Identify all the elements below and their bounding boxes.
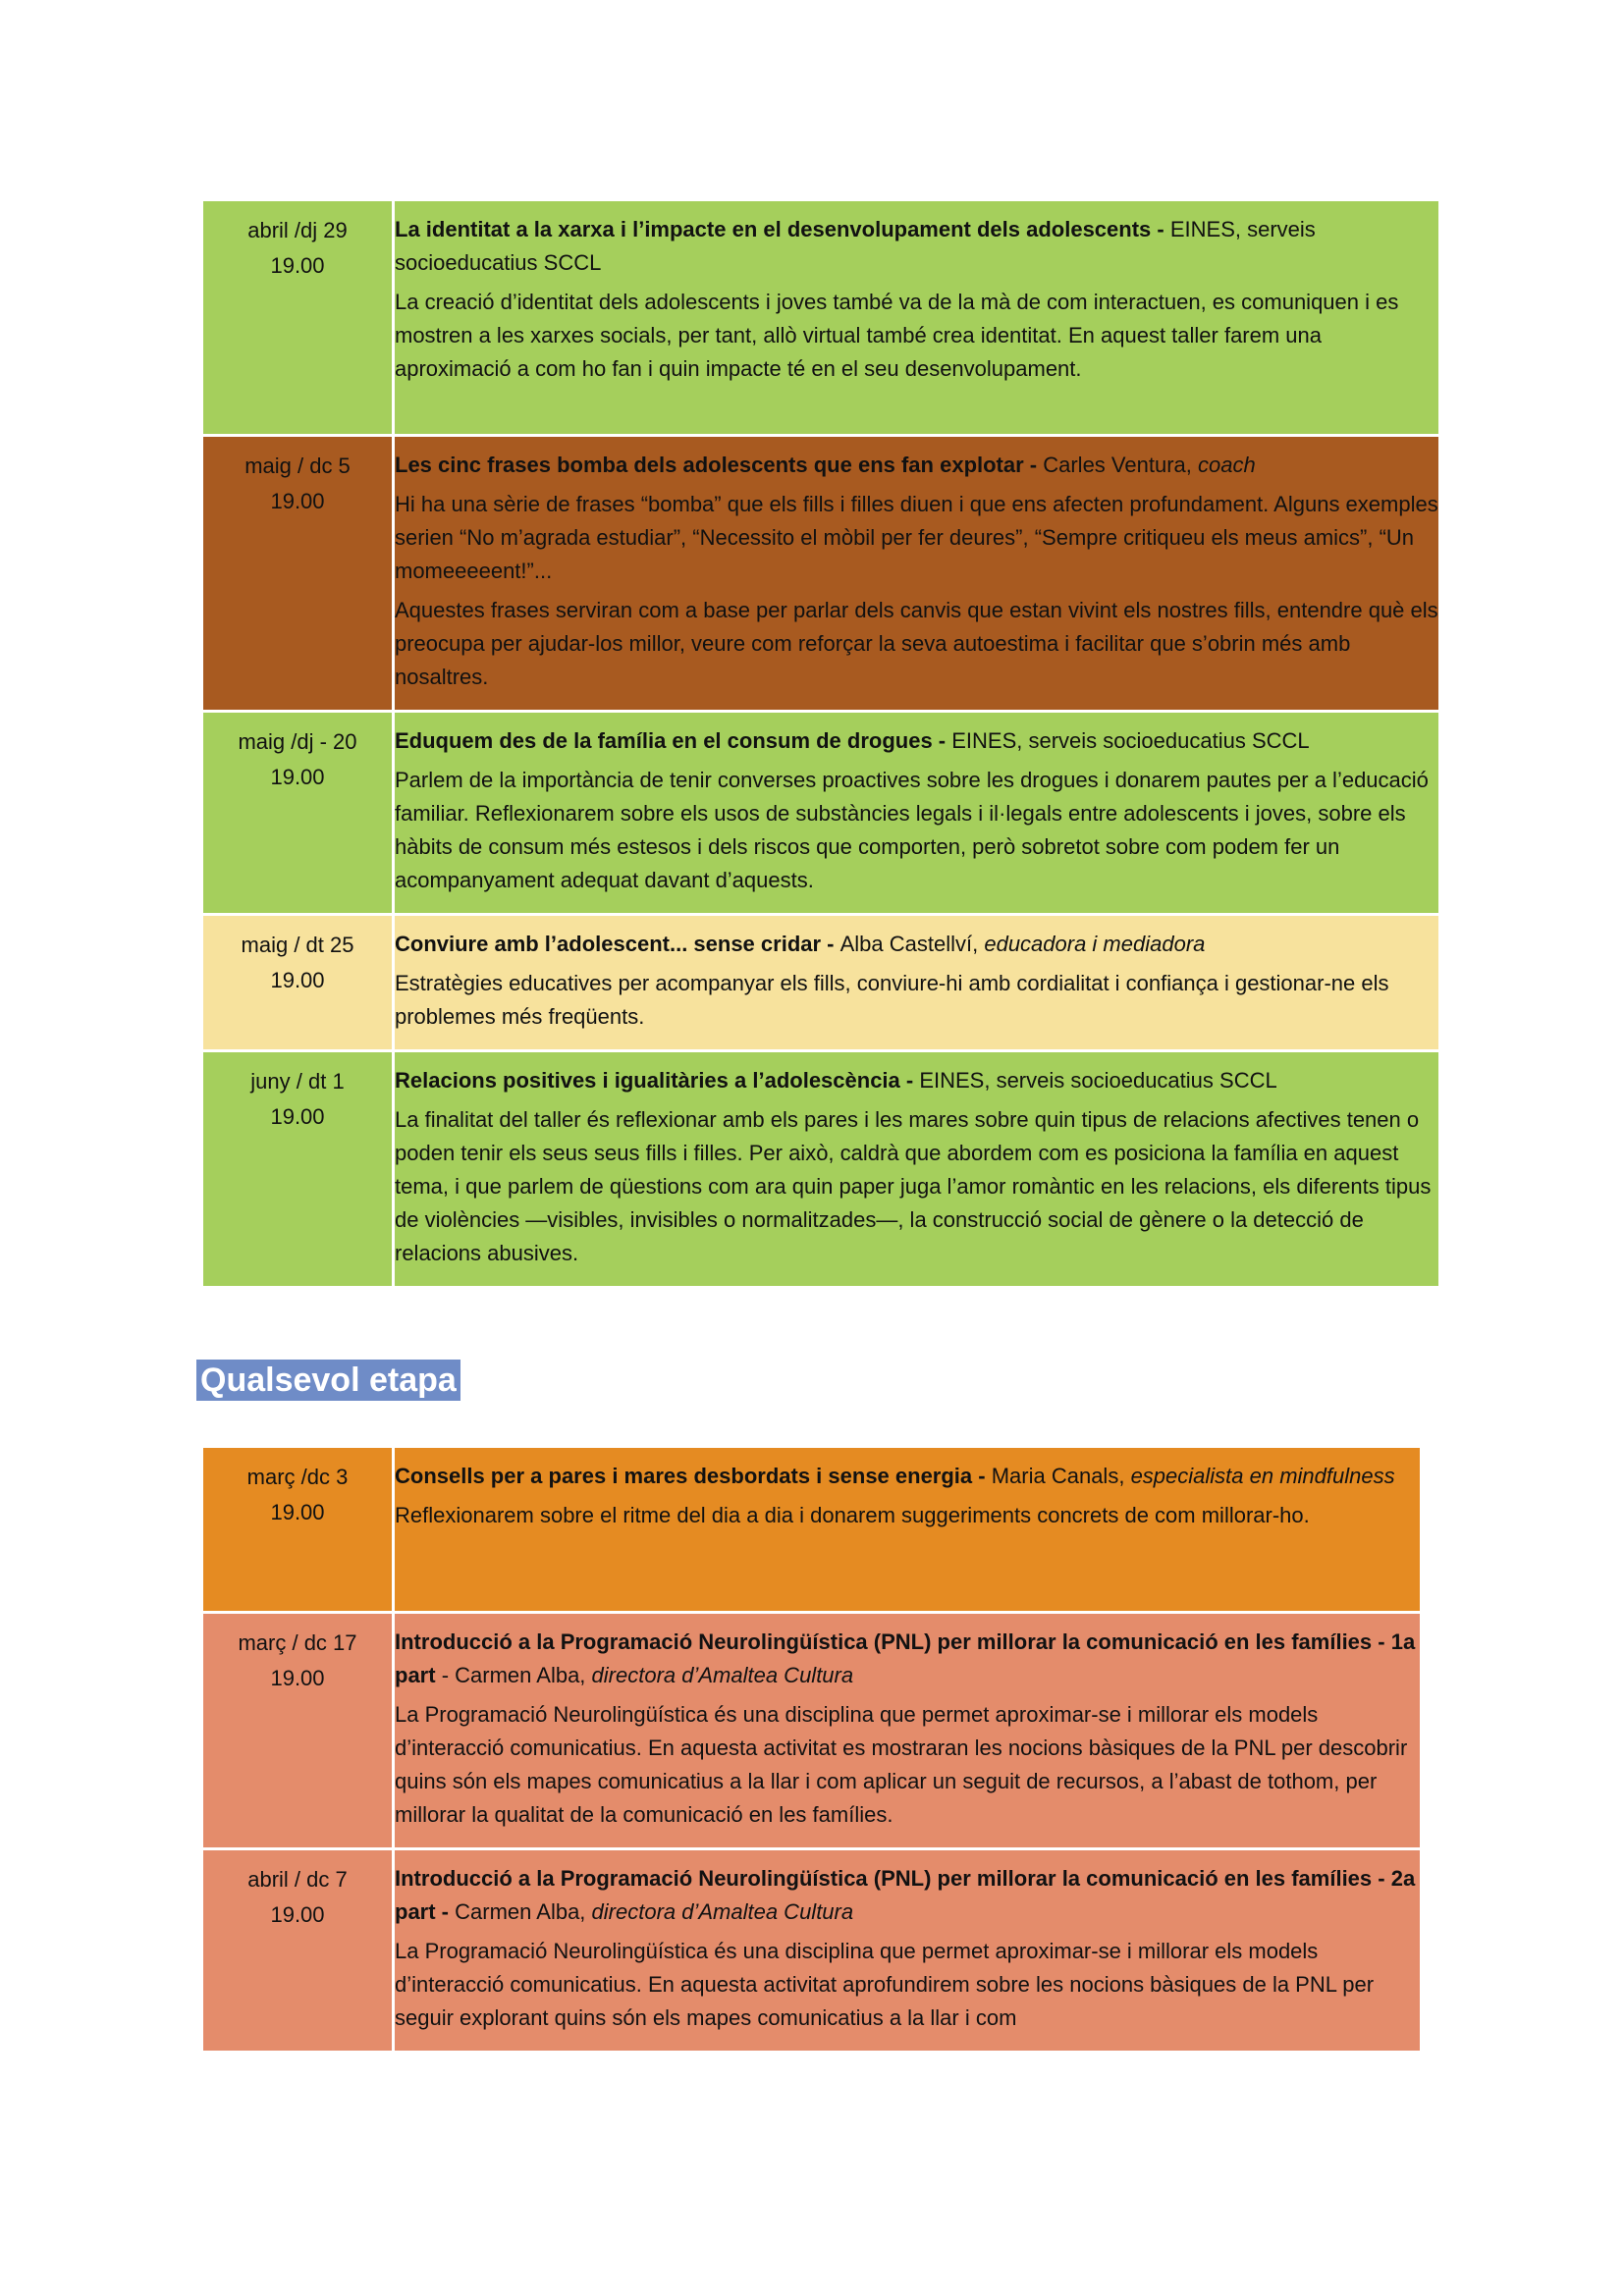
event-time: 19.00 xyxy=(270,253,325,278)
event-time: 19.00 xyxy=(270,1104,325,1129)
event-date: maig /dj - 20 xyxy=(238,729,357,754)
event-date: març / dc 17 xyxy=(238,1630,357,1655)
event-title: Introducció a la Programació Neurolingüística (PNL) per millorar la comunicació en les famílies - 1a part xyxy=(395,1629,1416,1687)
event-date-cell xyxy=(202,712,394,915)
event-description: Parlem de la importància de tenir converses proactives sobre les drogues i donarem pautes per a l’educació familiar. Reflexionarem sobre els usos de substàncies legals i il·legals entre adolescents i joves, sobre els hàbits de consum més estesos i dels riscos que comporten, però sobretot sobre com podem fer un acompanyament adequat davant d’aquests. xyxy=(395,768,1429,892)
event-details-cell xyxy=(394,1051,1440,1288)
event-title: Conviure amb l’adolescent... sense cridar - xyxy=(395,932,840,956)
schedule-table-any-stage xyxy=(200,1445,1423,2054)
event-description: Hi ha una sèrie de frases “bomba” que els fills i filles diuen i que ens afecten profundament. Alguns exemples serien “No m’agrada estudiar”, “Necessito el mòbil per fer deures”, “Sempre critiqueu els meus amics”, “Un momeeeeent!”... xyxy=(395,492,1438,583)
event-details-cell xyxy=(394,436,1440,712)
event-title: Consells per a pares i mares desbordats i sense energia - xyxy=(395,1464,992,1488)
event-date-cell xyxy=(202,915,394,1051)
event-date-cell xyxy=(202,1051,394,1288)
event-description: Estratègies educatives per acompanyar els fills, conviure-hi amb cordialitat i confiança i gestionar-ne els problemes més freqüents. xyxy=(395,971,1389,1029)
section-heading: Qualsevol etapa xyxy=(196,1360,460,1401)
event-title: La identitat a la xarxa i l’impacte en el desenvolupament dels adolescents - xyxy=(395,217,1170,241)
schedule-table-adolescents xyxy=(200,198,1441,1289)
event-date: abril / dc 7 xyxy=(247,1867,348,1892)
event-presenter: Carles Ventura, xyxy=(1043,453,1198,477)
event-presenter: Maria Canals, xyxy=(991,1464,1131,1488)
event-details-cell xyxy=(394,712,1440,915)
event-date-cell xyxy=(202,1447,394,1613)
event-presenter: Carmen Alba, xyxy=(455,1899,592,1924)
event-time: 19.00 xyxy=(270,489,325,513)
event-date: abril /dj 29 xyxy=(247,218,348,242)
event-presenter: EINES, serveis socioeducatius SCCL xyxy=(395,217,1316,275)
event-row xyxy=(202,1051,1440,1288)
event-time: 19.00 xyxy=(270,968,325,992)
event-time: 19.00 xyxy=(270,1500,325,1524)
event-presenter-role: directora d’Amaltea Cultura xyxy=(591,1663,854,1687)
event-presenter-role: coach xyxy=(1197,453,1256,477)
event-time: 19.00 xyxy=(270,765,325,789)
event-description: La Programació Neurolingüística és una disciplina que permet aproximar-se i millorar els models d’interacció comunicatius. En aquesta activitat es mostraran les nocions bàsiques de la PNL per descobrir quins són els mapes comunicatius a la llar i com aplicar un seguit de recursos, a l’abast de tothom, per millorar la qualitat de la comunicació en les famílies. xyxy=(395,1702,1408,1827)
event-description: Aquestes frases serviran com a base per parlar dels canvis que estan vivint els nostres fills, entendre què els preocupa per ajudar-los millor, veure com reforçar la seva autoestima i facilitar que s’obrin més amb nosaltres. xyxy=(395,598,1438,689)
event-row xyxy=(202,1849,1422,2053)
event-row xyxy=(202,915,1440,1051)
event-time: 19.00 xyxy=(270,1666,325,1690)
event-row xyxy=(202,436,1440,712)
event-presenter-role: directora d’Amaltea Cultura xyxy=(591,1899,854,1924)
event-description: La finalitat del taller és reflexionar amb els pares i les mares sobre quin tipus de relacions afectives tenen o poden tenir els seus seus fills i filles. Per això, caldrà que abordem com es posiciona la família en aquest tema, i que parlem de qüestions com ara quin paper juga l’amor romàntic en les relacions, els diferents tipus de violències —visibles, invisibles o normalitzades—, la construcció social de gènere o la detecció de relacions abusives. xyxy=(395,1107,1432,1265)
event-date-cell xyxy=(202,200,394,436)
event-details-cell xyxy=(394,1613,1422,1849)
event-details-cell xyxy=(394,200,1440,436)
event-description: La creació d’identitat dels adolescents i joves també va de la mà de com interactuen, es comuniquen i es mostren a les xarxes socials, per tant, allò virtual també crea identitat. En aquest taller farem una aproximació a com ho fan i quin impacte té en el seu desenvolupament. xyxy=(395,290,1399,381)
event-row xyxy=(202,1613,1422,1849)
event-details-cell xyxy=(394,1849,1422,2053)
event-presenter-role: educadora i mediadora xyxy=(984,932,1206,956)
event-description: La Programació Neurolingüística és una disciplina que permet aproximar-se i millorar els models d’interacció comunicatius. En aquesta activitat aprofundirem sobre les nocions bàsiques de la PNL per seguir explorant quins són els mapes comunicatius a la llar i com xyxy=(395,1939,1375,2030)
event-date: maig / dt 25 xyxy=(241,933,354,957)
event-presenter-role: especialista en mindfulness xyxy=(1130,1464,1395,1488)
event-row xyxy=(202,1447,1422,1613)
event-date: juny / dt 1 xyxy=(250,1069,345,1094)
event-title: Eduquem des de la família en el consum de drogues - xyxy=(395,728,952,753)
event-time: 19.00 xyxy=(270,1902,325,1927)
event-title: Relacions positives i igualitàries a l’adolescència - xyxy=(395,1068,920,1093)
event-row xyxy=(202,712,1440,915)
event-details-cell xyxy=(394,915,1440,1051)
event-title: Introducció a la Programació Neurolingüística (PNL) per millorar la comunicació en les famílies - 2a part - xyxy=(395,1866,1416,1924)
event-presenter: - Carmen Alba, xyxy=(441,1663,592,1687)
event-presenter: EINES, serveis socioeducatius SCCL xyxy=(951,728,1310,753)
event-description: Reflexionarem sobre el ritme del dia a dia i donarem suggeriments concrets de com millorar-ho. xyxy=(395,1503,1310,1527)
event-date-cell xyxy=(202,436,394,712)
event-row xyxy=(202,200,1440,436)
event-date: maig / dc 5 xyxy=(244,454,351,478)
event-date-cell xyxy=(202,1613,394,1849)
event-presenter: Alba Castellví, xyxy=(839,932,985,956)
event-presenter: EINES, serveis socioeducatius SCCL xyxy=(919,1068,1277,1093)
event-date-cell xyxy=(202,1849,394,2053)
event-date: març /dc 3 xyxy=(246,1465,349,1489)
event-details-cell xyxy=(394,1447,1422,1613)
event-title: Les cinc frases bomba dels adolescents que ens fan explotar - xyxy=(395,453,1044,477)
